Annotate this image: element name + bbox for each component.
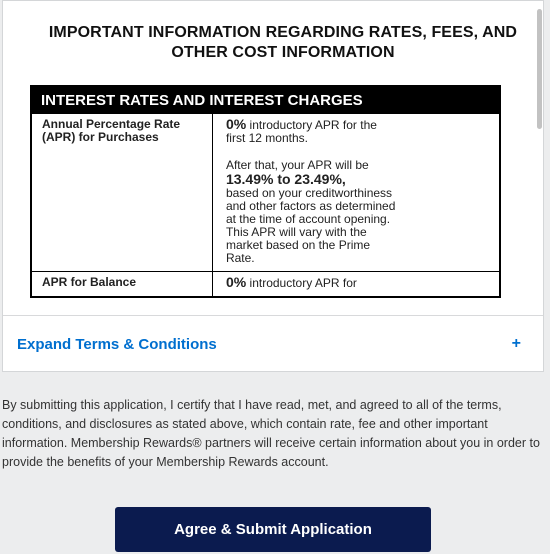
terms-card (2, 0, 544, 372)
expand-terms-toggle[interactable] (3, 316, 543, 372)
table-row (31, 272, 500, 298)
row-label-purchases-apr: Annual Percentage Rate (APR) for Purchases (31, 114, 212, 272)
intro-rate: 0% (225, 116, 247, 132)
row-value-purchases-apr (212, 114, 500, 272)
after-text: After that, your APR will be (225, 158, 369, 172)
scroll-thumb[interactable] (537, 9, 542, 129)
intro-text: introductory APR for the first 12 months. (225, 118, 377, 145)
apr-detail: based on your creditworthiness and other factors as determined at the time of account opening. This APR will vary with the market based on the Prime Rate. (225, 186, 396, 265)
table-header: INTEREST RATES AND INTEREST CHARGES (31, 86, 500, 114)
intro-text: introductory APR for (246, 276, 357, 290)
agree-submit-button[interactable]: Agree & Submit Application (115, 507, 431, 552)
row-value-balance-apr (212, 272, 500, 298)
submission-disclaimer: By submitting this application, I certify that I have read, met, and agreed to all of the terms, conditions, and disclosures as stated above, which contain rate, fee and other important information. Membership Rewards® partners will receive certain information about you in order to provide the benefits of your Membership Rewards account. (2, 398, 540, 469)
expand-terms-label[interactable]: Expand Terms & Conditions (17, 335, 217, 353)
terms-heading: IMPORTANT INFORMATION REGARDING RATES, FEES, AND OTHER COST INFORMATION (48, 24, 518, 61)
intro-rate: 0% (225, 274, 247, 290)
plus-icon[interactable]: + (511, 335, 521, 352)
terms-scroll-region[interactable] (3, 1, 543, 315)
terms-scrollbar[interactable] (535, 1, 543, 315)
table-row (31, 114, 500, 272)
interest-rates-table (30, 85, 501, 298)
apr-range: 13.49% to 23.49%, (225, 171, 346, 187)
row-label-balance-apr: APR for Balance (31, 272, 212, 298)
